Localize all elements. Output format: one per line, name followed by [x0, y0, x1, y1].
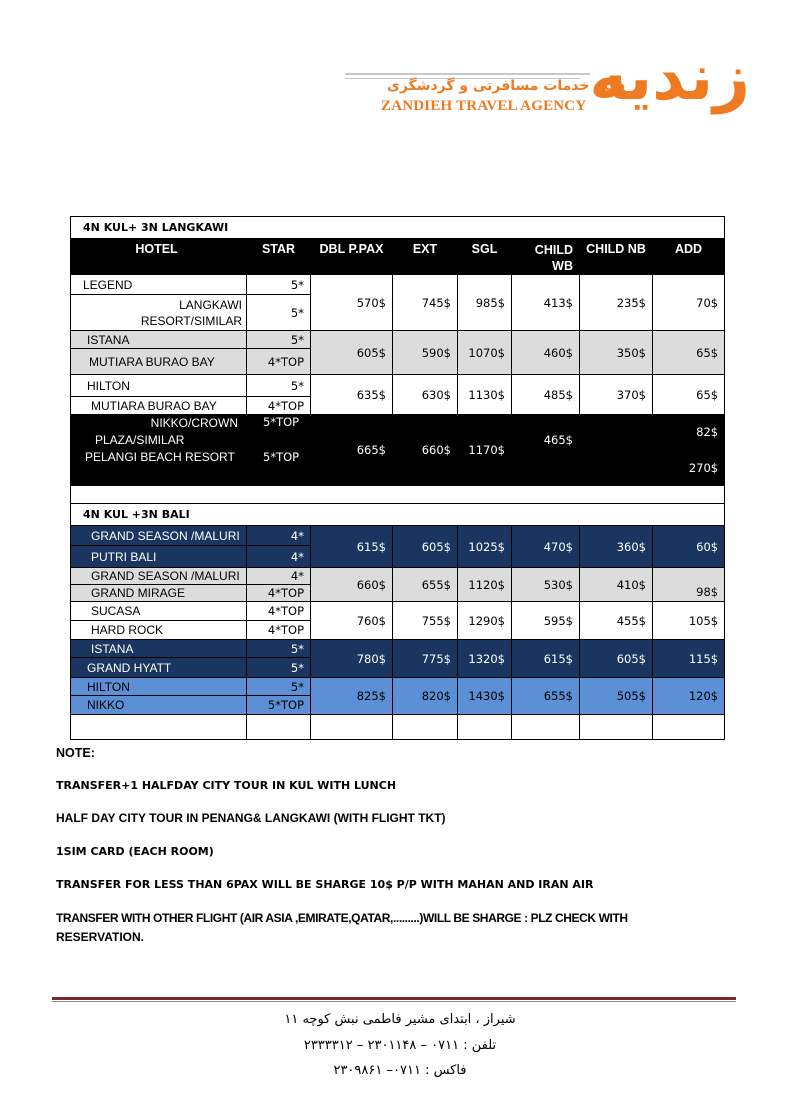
hotel-name-line2: PLAZA/SIMILAR: [95, 433, 185, 447]
hotel-name: HILTON: [71, 375, 247, 397]
price-dbl: 665$: [311, 415, 393, 486]
price-dbl: 635$: [311, 375, 393, 415]
price-add: 105$: [653, 602, 725, 640]
price-child-wb: 530$: [512, 568, 580, 602]
price-dbl: 760$: [311, 602, 393, 640]
table-row: [71, 375, 725, 397]
price-sgl: 1120$: [458, 568, 512, 602]
hotel-name: GRAND SEASON /MALURI: [71, 568, 247, 585]
price-dbl: 605$: [311, 331, 393, 375]
table-row: [71, 415, 725, 450]
hotel-name: PELANGI BEACH RESORT: [71, 450, 247, 486]
col-header-child-nb: CHILD NB: [580, 239, 653, 275]
hotel-star: 4*TOP: [247, 349, 311, 375]
child-wb-line1: CHILD: [534, 243, 573, 257]
price-add-main: 82$: [696, 425, 719, 439]
price-child-wb: 470$: [512, 526, 580, 568]
price-child-nb: 455$: [580, 602, 653, 640]
hotel-star: 5*: [247, 375, 311, 397]
hotel-name: MUTIARA BURAO BAY: [71, 397, 247, 415]
logo-name-en: ZANDIEH TRAVEL AGENCY: [381, 98, 587, 114]
hotel-name: GRAND MIRAGE: [71, 585, 247, 602]
table-empty-row: [71, 715, 725, 740]
col-header-ext: EXT: [393, 239, 458, 275]
price-dbl: 570$: [311, 275, 393, 331]
section-langkawi: [71, 217, 725, 239]
price-child-nb: 370$: [580, 375, 653, 415]
hotel-star: 5*: [247, 295, 311, 331]
price-sgl: 1130$: [458, 375, 512, 415]
price-child-wb: 413$: [512, 275, 580, 331]
hotel-star: 5*: [247, 331, 311, 349]
price-add: 98$: [653, 568, 725, 602]
table-spacer-row: [71, 486, 725, 504]
hotel-star: 4*TOP: [247, 585, 311, 602]
price-child-nb: 350$: [580, 331, 653, 375]
note-item: 1SIM CARD (EACH ROOM): [56, 845, 214, 858]
price-sgl: 1070$: [458, 331, 512, 375]
note-item: HALF DAY CITY TOUR IN PENANG& LANGKAWI (WITH FLIGHT TKT): [56, 811, 446, 825]
price-add-extra: 270$: [688, 461, 719, 475]
hotel-star: 4*TOP: [247, 621, 311, 640]
footer-rule: [52, 997, 736, 1000]
hotel-name: GRAND HYATT: [71, 658, 247, 678]
hotel-name: MUTIARA BURAO BAY: [71, 349, 247, 375]
col-header-sgl: SGL: [458, 239, 512, 275]
price-child-wb: 460$: [512, 331, 580, 375]
price-ext: 630$: [393, 375, 458, 415]
hotel-star: 5*: [247, 658, 311, 678]
section-title: 4N KUL +3N BALI: [71, 504, 725, 526]
price-child-wb: 465$: [512, 415, 580, 486]
price-ext: 605$: [393, 526, 458, 568]
logo-rule: [345, 73, 590, 75]
note-item: TRANSFER+1 HALFDAY CITY TOUR IN KUL WITH LUNCH: [56, 779, 397, 792]
hotel-star: 5*TOP: [247, 415, 311, 450]
price-child-nb: 410$: [580, 568, 653, 602]
hotel-name-line2: RESORT/SIMILAR: [140, 313, 242, 328]
price-child-wb: 615$: [512, 640, 580, 678]
price-add: 65$: [653, 331, 725, 375]
table-row: [71, 602, 725, 621]
price-sgl: 1320$: [458, 640, 512, 678]
logo-subtitle-fa: دفتر خدمات مسافرتی و گردشگری: [387, 78, 626, 94]
hotel-star: 4*TOP: [247, 397, 311, 415]
hotel-name: NIKKO: [71, 696, 247, 715]
hotel-name: HILTON: [71, 678, 247, 696]
price-add: [653, 415, 725, 486]
price-ext: 755$: [393, 602, 458, 640]
col-header-add: ADD: [653, 239, 725, 275]
hotel-name: ISTANA: [71, 640, 247, 658]
col-header-child-wb: [512, 239, 580, 275]
hotel-name-line1: LANGKAWI: [179, 297, 242, 312]
price-table: [70, 216, 725, 740]
price-ext: 590$: [393, 331, 458, 375]
hotel-name-line1: NIKKO/CROWN: [150, 416, 238, 430]
hotel-star: 4*: [247, 546, 311, 568]
price-child-wb: 485$: [512, 375, 580, 415]
hotel-name: ISTANA: [71, 331, 247, 349]
price-dbl: 615$: [311, 526, 393, 568]
footer-address: شیراز ، ابتدای مشیر فاطمی نبش کوچه ۱۱: [284, 1012, 516, 1027]
price-child-nb: 605$: [580, 640, 653, 678]
col-header-star: STAR: [247, 239, 311, 275]
price-child-nb: 360$: [580, 526, 653, 568]
price-sgl: 1290$: [458, 602, 512, 640]
price-child-nb: [580, 415, 653, 486]
table-row: [71, 640, 725, 658]
hotel-star: 4*: [247, 526, 311, 546]
price-add: 115$: [653, 640, 725, 678]
hotel-name: LEGEND: [71, 275, 247, 295]
hotel-star: 5*TOP: [247, 696, 311, 715]
hotel-star: 5*: [247, 275, 311, 295]
hotel-star: 4*TOP: [247, 602, 311, 621]
hotel-star: 5*TOP: [247, 450, 311, 486]
agency-logo: [345, 38, 750, 128]
hotel-star: 5*: [247, 678, 311, 696]
table-row: [71, 331, 725, 349]
price-dbl: 825$: [311, 678, 393, 715]
price-dbl: 780$: [311, 640, 393, 678]
price-sgl: 1170$: [458, 415, 512, 486]
price-child-wb: 655$: [512, 678, 580, 715]
hotel-name: PUTRI BALI: [71, 546, 247, 568]
hotel-name: [71, 295, 247, 331]
footer-fax: فاکس : ۰۷۱۱– ۲۳۰۹۸۶۱: [333, 1063, 467, 1078]
price-add: 70$: [653, 275, 725, 331]
price-child-wb: 595$: [512, 602, 580, 640]
hotel-star: 4*: [247, 568, 311, 585]
price-sgl: 1430$: [458, 678, 512, 715]
hotel-name: HARD ROCK: [71, 621, 247, 640]
price-add: 60$: [653, 526, 725, 568]
child-wb-line2: WB: [552, 259, 573, 273]
hotel-name: SUCASA: [71, 602, 247, 621]
price-sgl: 985$: [458, 275, 512, 331]
note-item: RESERVATION.: [56, 930, 145, 944]
section-bali: [71, 504, 725, 526]
price-ext: 745$: [393, 275, 458, 331]
price-add: 65$: [653, 375, 725, 415]
logo-wordmark-fa: زندیه: [589, 41, 750, 115]
price-add: 120$: [653, 678, 725, 715]
section-title: 4N KUL+ 3N LANGKAWI: [71, 217, 725, 239]
table-row: [71, 526, 725, 546]
col-header-hotel: HOTEL: [71, 239, 247, 275]
hotel-star: 5*: [247, 640, 311, 658]
price-child-nb: 235$: [580, 275, 653, 331]
note-item: TRANSFER FOR LESS THAN 6PAX WILL BE SHARGE 10$ P/P WITH MAHAN AND IRAN AIR: [56, 878, 594, 891]
table-header: [71, 239, 725, 275]
table-row: [71, 678, 725, 696]
footer-phone: تلفن : ۰۷۱۱ – ۲۳۰۱۱۴۸ – ۲۳۳۳۳۱۲: [303, 1038, 497, 1053]
notes-heading: NOTE:: [56, 746, 95, 760]
col-header-dbl: DBL P.PAX: [311, 239, 393, 275]
note-item: TRANSFER WITH OTHER FLIGHT (AIR ASIA ,EMIRATE,QATAR,.........)WILL BE SHARGE : PLZ CHECK WITH: [56, 911, 628, 925]
price-ext: 775$: [393, 640, 458, 678]
hotel-name: GRAND SEASON /MALURI: [71, 526, 247, 546]
price-ext: 820$: [393, 678, 458, 715]
hotel-name: [71, 415, 247, 450]
price-ext: 660$: [393, 415, 458, 486]
table-row: [71, 275, 725, 295]
table-row: [71, 568, 725, 585]
price-sgl: 1025$: [458, 526, 512, 568]
footer-rule-thin: [52, 1001, 736, 1002]
price-ext: 655$: [393, 568, 458, 602]
price-child-nb: 505$: [580, 678, 653, 715]
price-dbl: 660$: [311, 568, 393, 602]
